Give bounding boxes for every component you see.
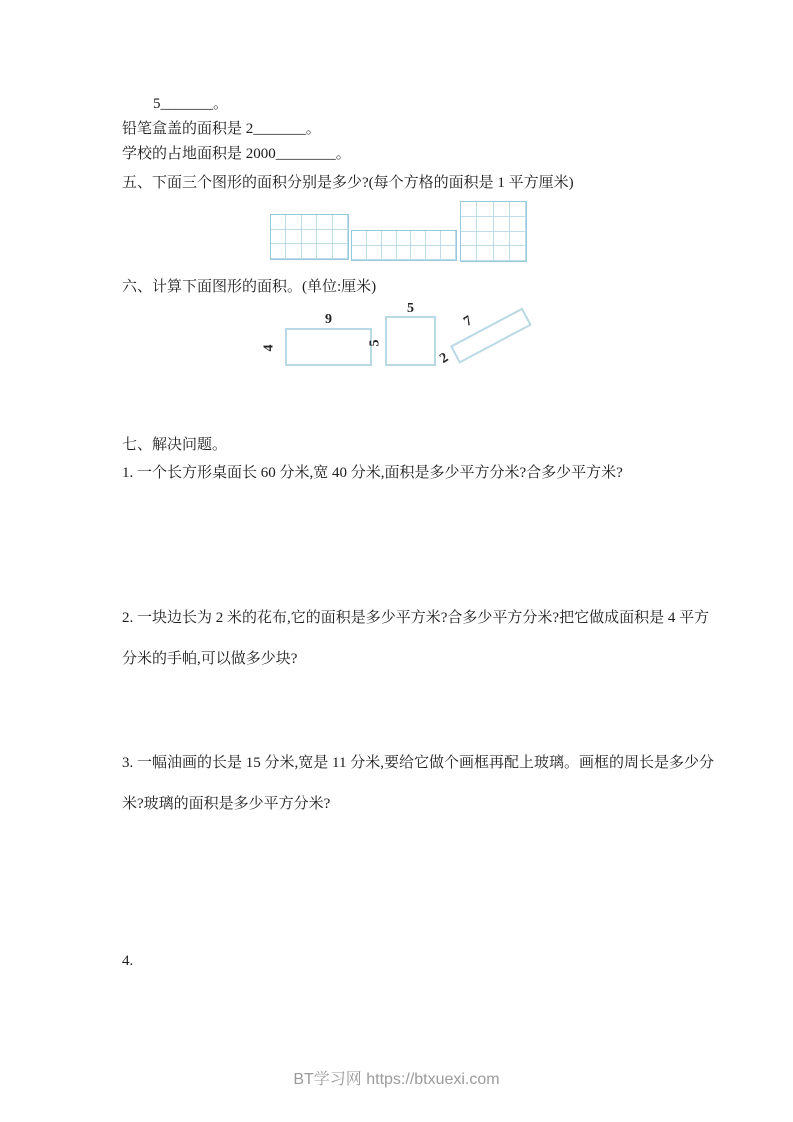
grid-cell (352, 246, 367, 261)
grid-cell (286, 215, 301, 230)
grid-figure-2 (351, 230, 457, 261)
section-five-heading: 五、下面三个图形的面积分别是多少?(每个方格的面积是 1 平方厘米) (122, 175, 574, 191)
grid-cell (510, 232, 526, 247)
problem-1-text: 1. 一个长方形桌面长 60 分米,宽 40 分米,面积是多少平方分米?合多少平方米? (122, 465, 623, 481)
rectangle-width-label: 4 (261, 344, 277, 352)
blank-line-pencil-box: 铅笔盒盖的面积是 2_______。 (122, 121, 321, 137)
problem-2-text-line-2: 分米的手帕,可以做多少块? (122, 651, 298, 667)
grid-cell (411, 246, 426, 261)
grid-cell (494, 246, 510, 261)
grid-cell (411, 231, 426, 246)
grid-cell (494, 232, 510, 247)
grid-cell (382, 246, 397, 261)
grid-cell (510, 202, 526, 217)
grid-cell (426, 246, 441, 261)
problem-4-number: 4. (122, 953, 134, 969)
grid-cell (461, 232, 477, 247)
grid-cell (271, 215, 286, 230)
grid-cell (510, 246, 526, 261)
grid-cell (367, 246, 382, 261)
grid-cell (382, 231, 397, 246)
grid-cell (286, 230, 301, 245)
rectangle-shape (285, 328, 372, 366)
grid-cell (397, 246, 412, 261)
grid-cell (333, 230, 348, 245)
square-top-label: 5 (407, 301, 414, 316)
grid-cell (397, 231, 412, 246)
grid-cell (510, 217, 526, 232)
section-seven-heading: 七、解决问题。 (122, 437, 228, 453)
site-watermark: BT学习网 https://btxuexi.com (293, 1071, 500, 1088)
grid-cell (333, 244, 348, 259)
rotated-rectangle-width-label: 2 (437, 350, 452, 367)
grid-cell (271, 230, 286, 245)
grid-cell (461, 202, 477, 217)
blank-line-school-area: 学校的占地面积是 2000________。 (122, 146, 351, 162)
grid-cell (477, 232, 493, 247)
problem-3-text-line-2: 米?玻璃的面积是多少平方分米? (122, 796, 331, 812)
rectangle-length-label: 9 (325, 312, 332, 327)
grid-cell (441, 231, 456, 246)
grid-cell (494, 217, 510, 232)
grid-cell (494, 202, 510, 217)
grid-cell (302, 230, 317, 245)
problem-3-text-line-1: 3. 一幅油画的长是 15 分米,宽是 11 分米,要给它做个画框再配上玻璃。画框的周长是多少分 (122, 755, 714, 771)
grid-cell (477, 202, 493, 217)
grid-cell (286, 244, 301, 259)
grid-cell (367, 231, 382, 246)
grid-cell (352, 231, 367, 246)
blank-line-continuation: 5_______。 (153, 96, 229, 112)
grid-cell (271, 244, 286, 259)
grid-cell (441, 246, 456, 261)
section-six-heading: 六、计算下面图形的面积。(单位:厘米) (122, 279, 377, 295)
grid-cell (461, 217, 477, 232)
square-shape (385, 316, 436, 366)
grid-cell (302, 215, 317, 230)
grid-figure-1 (270, 214, 349, 260)
grid-cell (317, 244, 332, 259)
grid-cell (477, 217, 493, 232)
grid-cell (302, 244, 317, 259)
grid-cell (461, 246, 477, 261)
grid-cell (333, 215, 348, 230)
rotated-rectangle-length-label: 7 (461, 313, 476, 330)
grid-cell (426, 231, 441, 246)
grid-figure-3 (460, 201, 527, 262)
grid-cell (477, 246, 493, 261)
problem-2-text-line-1: 2. 一块边长为 2 米的花布,它的面积是多少平方米?合多少平方分米?把它做成面积是 4 平方 (122, 610, 710, 626)
square-side-label: 5 (367, 339, 383, 347)
grid-cell (317, 230, 332, 245)
grid-cell (317, 215, 332, 230)
